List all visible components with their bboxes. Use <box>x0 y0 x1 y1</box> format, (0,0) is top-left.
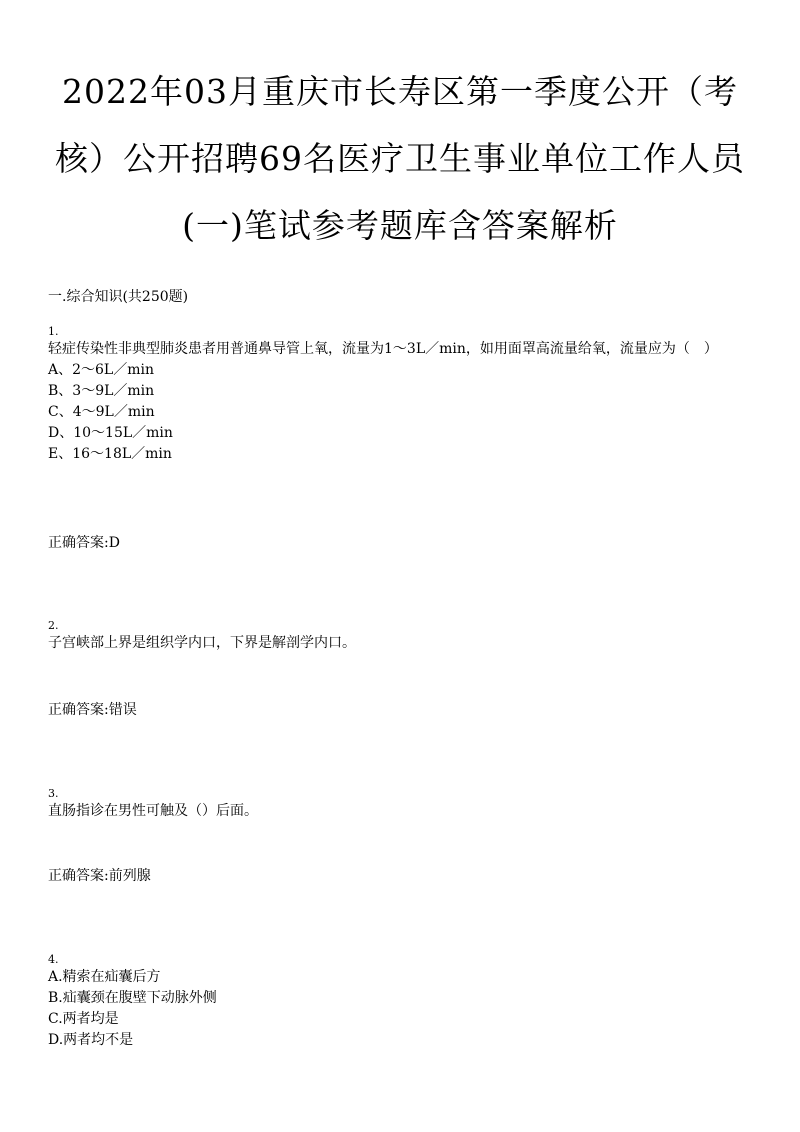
option-e: E、16～18L／min <box>48 446 172 462</box>
question-number: 1. <box>48 325 59 338</box>
question-3 <box>48 787 763 822</box>
document-title: 2022年03月重庆市长寿区第一季度公开（考核）公开招聘69名医疗卫生事业单位工作人员(一)笔试参考题库含答案解析 <box>55 72 745 245</box>
question-number: 3. <box>48 787 59 800</box>
question-number: 4. <box>48 953 59 966</box>
option-d: D.两者均不是 <box>48 1032 134 1048</box>
question-text: 子宫峡部上界是组织学内口，下界是解剖学内口。 <box>48 635 356 651</box>
option-a: A、2～6L／min <box>48 362 154 378</box>
option-a: A.精索在疝囊后方 <box>48 969 161 985</box>
option-d: D、10～15L／min <box>48 425 173 441</box>
question-2 <box>48 619 763 654</box>
question-text: 轻症传染性非典型肺炎患者用普通鼻导管上氧，流量为1～3L／min，如用面罩高流量给氧，流量应为（ ） <box>48 341 718 357</box>
option-c: C、4～9L／min <box>48 404 155 420</box>
option-c: C.两者均是 <box>48 1011 119 1027</box>
section-heading: 一.综合知识(共250题) <box>48 289 189 305</box>
option-b: B.疝囊颈在腹壁下动脉外侧 <box>48 990 217 1006</box>
question-text: 直肠指诊在男性可触及（）后面。 <box>48 803 258 819</box>
question-1 <box>48 325 763 465</box>
answer-2: 正确答案:错误 <box>48 702 137 718</box>
answer-1: 正确答案:D <box>48 535 120 551</box>
question-4 <box>48 953 763 1051</box>
answer-3: 正确答案:前列腺 <box>48 868 151 884</box>
question-number: 2. <box>48 619 59 632</box>
option-b: B、3～9L／min <box>48 383 155 399</box>
